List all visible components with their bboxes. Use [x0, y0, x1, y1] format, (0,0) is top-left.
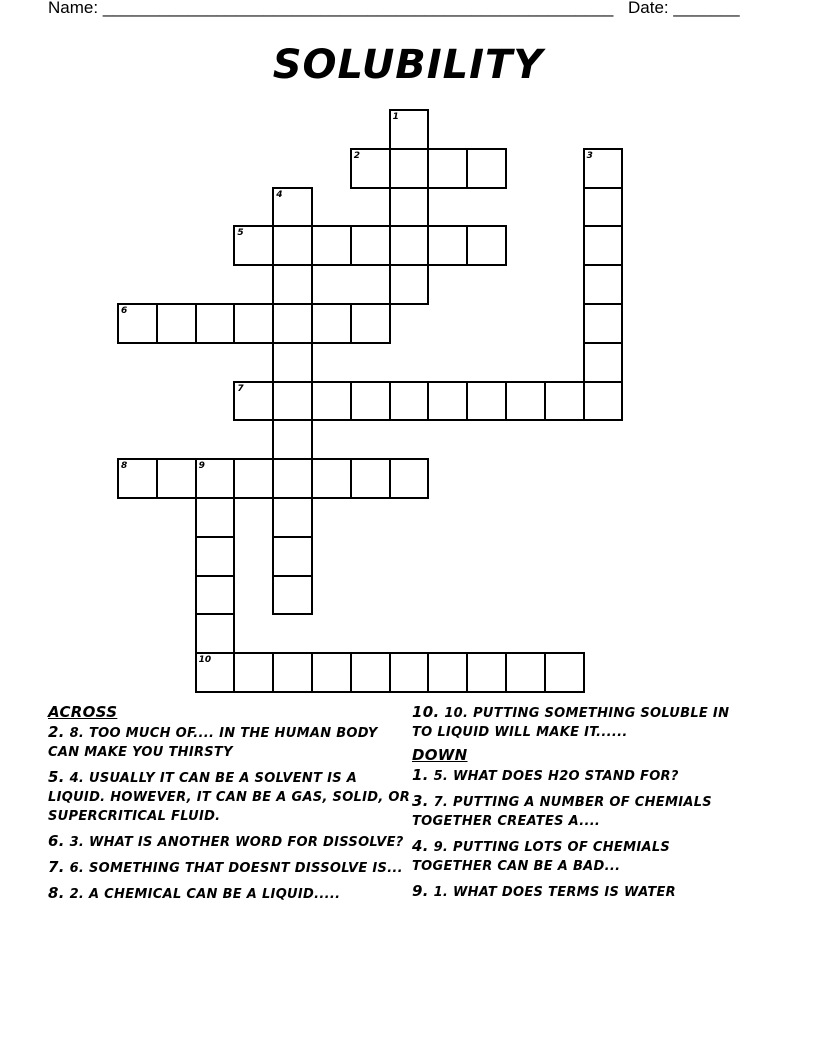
grid-cell[interactable]: [466, 225, 507, 266]
grid-cell[interactable]: [195, 613, 236, 654]
cell-number: 6: [121, 306, 128, 316]
grid-cell[interactable]: [195, 575, 236, 616]
grid-cell[interactable]: [583, 148, 624, 189]
clue: [412, 703, 752, 742]
grid-cell[interactable]: [427, 381, 468, 422]
grid-cell[interactable]: [272, 381, 313, 422]
clue-text: 2. A CHEMICAL CAN BE A LIQUID.....: [69, 887, 341, 902]
clue-text: 1. WHAT DOES TERMS IS WATER: [433, 885, 676, 900]
across-clue-list-continued: [412, 703, 752, 742]
across-heading: ACROSS: [48, 703, 118, 721]
grid-cell[interactable]: [389, 652, 430, 693]
clue: [412, 792, 752, 831]
grid-cell[interactable]: [389, 458, 430, 499]
grid-cell[interactable]: [350, 303, 391, 344]
grid-cell[interactable]: [272, 225, 313, 266]
grid-cell[interactable]: [389, 187, 430, 228]
date-label: Date:: [628, 0, 669, 17]
name-line: [48, 0, 613, 18]
grid-cell[interactable]: [195, 536, 236, 577]
cell-number: 2: [353, 150, 361, 161]
grid-cell[interactable]: [233, 458, 274, 499]
clue: [48, 723, 413, 762]
clue-number: 4.: [412, 837, 429, 855]
clue-number: 10.: [412, 703, 440, 721]
grid-cell[interactable]: [272, 187, 313, 228]
clue: [412, 837, 752, 876]
grid-cell[interactable]: [195, 497, 236, 538]
clue-number: 8.: [48, 884, 65, 902]
grid-cell[interactable]: [389, 264, 430, 305]
clue: [412, 882, 752, 902]
clue: [412, 766, 752, 786]
clue-number: 9.: [412, 882, 429, 900]
grid-cell[interactable]: [195, 303, 236, 344]
grid-cell[interactable]: [311, 458, 352, 499]
grid-cell[interactable]: [195, 652, 236, 693]
grid-cell[interactable]: [427, 148, 468, 189]
clue-text: 6. SOMETHING THAT DOESNT DISSOLVE IS...: [69, 861, 403, 876]
grid-cell[interactable]: [350, 225, 391, 266]
grid-cell[interactable]: [583, 303, 624, 344]
grid-cell[interactable]: [233, 225, 274, 266]
clue-text: 3. WHAT IS ANOTHER WORD FOR DISSOLVE?: [69, 835, 404, 850]
name-label: Name:: [48, 0, 99, 17]
grid-cell[interactable]: [350, 652, 391, 693]
grid-cell[interactable]: [195, 458, 236, 499]
grid-cell[interactable]: [583, 264, 624, 305]
grid-cell[interactable]: [350, 381, 391, 422]
grid-cell[interactable]: [389, 381, 430, 422]
grid-cell[interactable]: [544, 381, 585, 422]
clue-text: 7. PUTTING A NUMBER OF CHEMIALS TOGETHER CREATES A....: [412, 795, 712, 829]
grid-cell[interactable]: [272, 497, 313, 538]
grid-cell[interactable]: [389, 225, 430, 266]
cell-number: 4: [276, 189, 283, 200]
cell-number: 1: [392, 112, 399, 122]
grid-cell[interactable]: [427, 652, 468, 693]
grid-cell[interactable]: [272, 342, 313, 383]
clue: [48, 858, 413, 878]
clue-number: 7.: [48, 858, 65, 876]
clue-text: 4. USUALLY IT CAN BE A SOLVENT IS A LIQUID. HOWEVER, IT CAN BE A GAS, SOLID, OR SUPERCRITICAL FLUID.: [48, 771, 411, 824]
clue-text: 9. PUTTING LOTS OF CHEMIALS TOGETHER CAN BE A BAD...: [412, 840, 671, 874]
grid-cell[interactable]: [583, 342, 624, 383]
down-heading: DOWN: [412, 746, 468, 764]
grid-cell[interactable]: [272, 264, 313, 305]
grid-cell[interactable]: [272, 419, 313, 460]
clue-number: 3.: [412, 792, 429, 810]
grid-cell[interactable]: [466, 381, 507, 422]
clue-text: 5. WHAT DOES H2O STAND FOR?: [433, 769, 679, 784]
grid-cell[interactable]: [389, 148, 430, 189]
grid-cell[interactable]: [272, 303, 313, 344]
grid-cell[interactable]: [466, 148, 507, 189]
clue-number: 6.: [48, 832, 65, 850]
page-title: SOLUBILITY: [272, 42, 544, 88]
grid-cell[interactable]: [583, 187, 624, 228]
clues-left-column: [48, 703, 413, 910]
cell-number: 7: [237, 383, 244, 394]
grid-cell[interactable]: [311, 225, 352, 266]
clue: [48, 832, 413, 852]
grid-cell[interactable]: [505, 381, 546, 422]
grid-cell[interactable]: [427, 225, 468, 266]
grid-cell[interactable]: [311, 381, 352, 422]
grid-cell[interactable]: [389, 109, 430, 150]
date-blank: _______: [673, 0, 740, 17]
grid-cell[interactable]: [233, 381, 274, 422]
cell-number: 10: [198, 655, 212, 666]
clue-text: 8. TOO MUCH OF.... IN THE HUMAN BODY CAN MAKE YOU THIRSTY: [48, 726, 378, 760]
down-clue-list: [412, 766, 752, 902]
grid-cell[interactable]: [117, 303, 158, 344]
clue: [48, 768, 413, 826]
clue-number: 5.: [48, 768, 65, 786]
grid-cell[interactable]: [350, 148, 391, 189]
grid-cell[interactable]: [156, 303, 197, 344]
cell-number: 5: [237, 228, 244, 239]
grid-cell[interactable]: [117, 458, 158, 499]
grid-cell[interactable]: [272, 652, 313, 693]
grid-cell[interactable]: [272, 536, 313, 577]
grid-cell[interactable]: [272, 458, 313, 499]
grid-cell[interactable]: [272, 575, 313, 616]
clue: [48, 884, 413, 904]
grid-cell[interactable]: [233, 652, 274, 693]
date-line: [628, 0, 740, 18]
grid-cell[interactable]: [466, 652, 507, 693]
across-clue-list: [48, 723, 413, 904]
grid-cell[interactable]: [583, 225, 624, 266]
clue-number: 1.: [412, 766, 429, 784]
grid-cell[interactable]: [505, 652, 546, 693]
grid-cell[interactable]: [350, 458, 391, 499]
cell-number: 9: [198, 461, 205, 472]
grid-cell[interactable]: [311, 303, 352, 344]
clue-text: 10. PUTTING SOMETHING SOLUBLE IN TO LIQUID WILL MAKE IT......: [412, 706, 730, 740]
grid-cell[interactable]: [311, 652, 352, 693]
cell-number: 8: [121, 461, 128, 472]
cell-number: 3: [586, 150, 593, 161]
grid-cell[interactable]: [156, 458, 197, 499]
clue-number: 2.: [48, 723, 65, 741]
grid-cell[interactable]: [583, 381, 624, 422]
grid-cell[interactable]: [233, 303, 274, 344]
clues-right-column: [412, 703, 752, 908]
name-blank: ______________________________________________________: [102, 0, 614, 17]
grid-cell[interactable]: [544, 652, 585, 693]
